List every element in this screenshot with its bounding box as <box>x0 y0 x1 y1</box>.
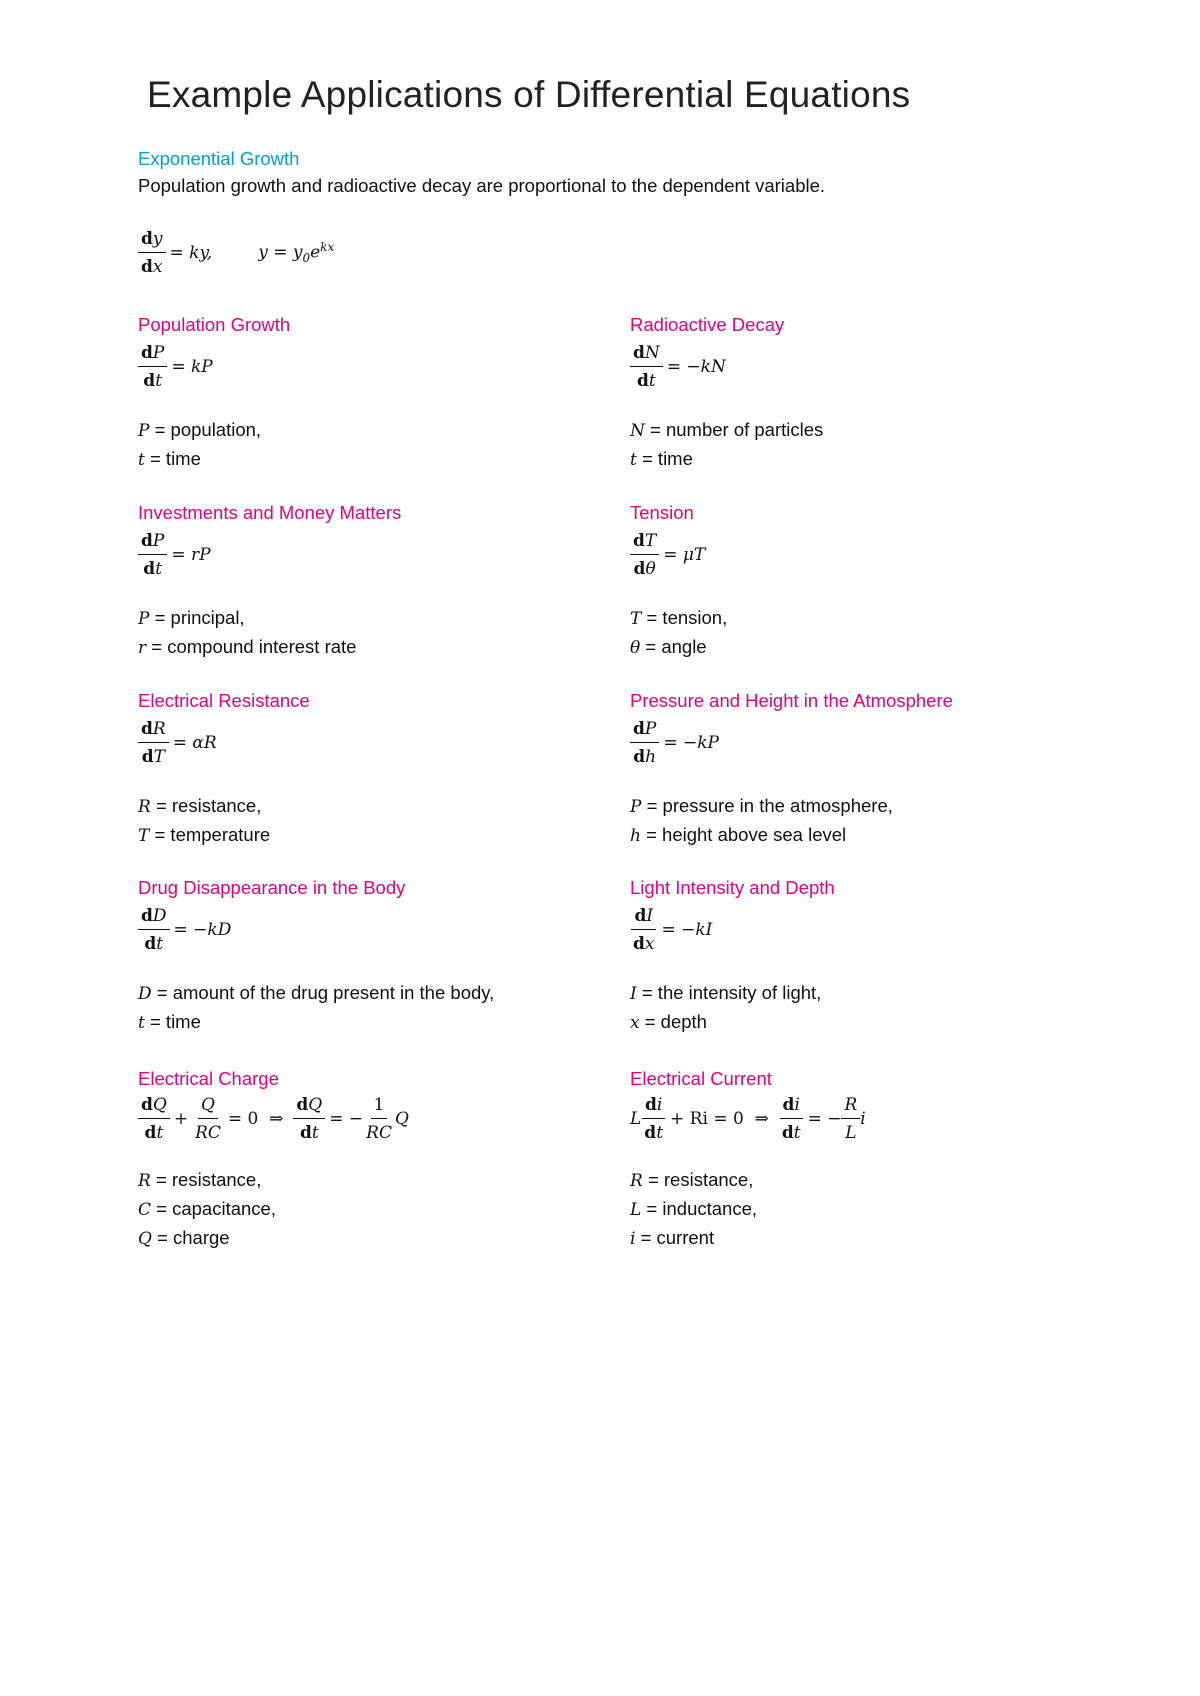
section-heading: Investments and Money Matters <box>138 502 402 523</box>
derivative-fraction: $\frac{dI}{dx}$ <box>633 906 655 954</box>
section-pressure-and-height-in-the-atmosphere <box>630 690 1100 850</box>
definition-line: h = height above sea level <box>630 824 847 846</box>
definition-line: L = inductance, <box>630 1198 758 1220</box>
definition-line: R = resistance, <box>138 795 262 817</box>
definitions <box>630 979 1100 1037</box>
equation-rhs: = −kI <box>661 920 713 940</box>
definition-line: C = capacitance, <box>138 1198 276 1220</box>
section-electrical-current: Electrical Current L $\frac{di}{dt}$ + Ri = 0 ⇒ $\frac{di}{dt}$ = − $\frac{R}{L}$ i R = resistance, L = inductance, i = current <box>630 1068 1100 1253</box>
section-heading: Electrical Current <box>630 1068 772 1089</box>
definition-line: T = tension, <box>630 607 728 629</box>
dq-dt-fraction: $\frac{dQ}{dt}$ <box>138 1094 170 1144</box>
definitions <box>138 416 608 474</box>
derivative-fraction: $\frac{dR}{dT}$ <box>138 718 169 768</box>
intro-text: Population growth and radioactive decay are proportional to the dependent variable. <box>138 175 826 196</box>
definition-line: T = temperature <box>138 824 271 846</box>
definition-line: P = principal, <box>138 607 245 629</box>
section-heading: Drug Disappearance in the Body <box>138 877 406 898</box>
definitions <box>630 416 1100 474</box>
r-over-l-fraction: $\frac{R}{L}$ <box>841 1094 860 1144</box>
equation-rhs: = kP <box>171 357 213 377</box>
definition-line: r = compound interest rate <box>138 636 357 658</box>
definitions <box>138 979 608 1037</box>
intro-equation <box>138 222 608 284</box>
section-heading: Pressure and Height in the Atmosphere <box>630 690 953 711</box>
derivative-fraction: $\frac{dP}{dt}$ <box>138 342 167 392</box>
dq-dt-fraction-2: $\frac{dQ}{dt}$ <box>293 1094 325 1144</box>
definition-line: i = current <box>630 1227 715 1249</box>
dy-dx-fraction: $\frac{dy}{dx}$ <box>138 228 166 278</box>
definition-line: t = time <box>630 448 693 470</box>
definition-line: Q = charge <box>138 1227 230 1249</box>
di-dt-fraction: $\frac{di}{dt}$ <box>641 1094 666 1144</box>
equation-rhs: = −kD <box>173 920 232 940</box>
section-electrical-charge: Electrical Charge $\frac{dQ}{dt}$ + $\frac{Q}{RC}$ = 0 ⇒ $\frac{dQ}{dt}$ = − $\frac{1}{RC}$ Q R = resistance, C = capacitance, Q = charge <box>138 1068 608 1253</box>
section-population-growth <box>138 314 608 474</box>
definitions <box>630 1166 1100 1253</box>
definitions <box>138 604 608 662</box>
intro-eq2: $y = y_0e^{kx}$ <box>258 240 335 266</box>
section-heading: Electrical Charge <box>138 1068 279 1089</box>
definitions <box>138 792 608 850</box>
section-tension <box>630 502 1100 662</box>
equation-rhs: = rP <box>171 545 211 565</box>
section-investments-and-money-matters <box>138 502 608 662</box>
di-dt-fraction-2: $\frac{di}{dt}$ <box>779 1094 804 1144</box>
definition-line: t = time <box>138 448 201 470</box>
definition-line: θ = angle <box>630 636 707 658</box>
section-heading: Population Growth <box>138 314 291 335</box>
derivative-fraction: $\frac{dT}{d\theta}$ <box>630 530 659 580</box>
equation-rhs: = μT <box>663 545 706 565</box>
section-drug-disappearance-in-the-body <box>138 877 608 1037</box>
derivative-fraction: $\frac{dN}{dt}$ <box>630 342 663 392</box>
intro-eq1-rhs: = ky, <box>169 243 213 263</box>
equation-rhs: = −kN <box>666 357 726 377</box>
definitions <box>138 1166 608 1253</box>
definitions <box>630 604 1100 662</box>
derivative-fraction: $\frac{dP}{dt}$ <box>138 530 167 580</box>
definition-line: t = time <box>138 1011 201 1033</box>
definition-line: N = number of particles <box>630 419 824 441</box>
definitions <box>630 792 1100 850</box>
section-light-intensity-and-depth <box>630 877 1100 1037</box>
definition-line: P = pressure in the atmosphere, <box>630 795 893 817</box>
definition-line: I = the intensity of light, <box>630 982 822 1004</box>
equation-rhs: = αR <box>172 733 217 753</box>
equation-rhs: = −kP <box>663 733 719 753</box>
q-over-rc-fraction: $\frac{Q}{RC}$ <box>195 1095 221 1143</box>
derivative-fraction: $\frac{dP}{dh}$ <box>630 718 659 768</box>
definition-line: x = depth <box>630 1011 707 1033</box>
one-over-rc-fraction: $\frac{1}{RC}$ <box>366 1095 392 1143</box>
section-heading: Tension <box>630 502 694 523</box>
section-radioactive-decay <box>630 314 1100 474</box>
derivative-fraction: $\frac{dD}{dt}$ <box>138 905 170 955</box>
definition-line: R = resistance, <box>138 1169 262 1191</box>
definition-line: P = population, <box>138 419 262 441</box>
section-heading: Radioactive Decay <box>630 314 785 335</box>
section-heading: Electrical Resistance <box>138 690 310 711</box>
definition-line: D = amount of the drug present in the body, <box>138 982 495 1004</box>
section-heading: Light Intensity and Depth <box>630 877 835 898</box>
page-title: Example Applications of Differential Equations <box>147 74 911 115</box>
definition-line: R = resistance, <box>630 1169 754 1191</box>
section-electrical-resistance <box>138 690 608 850</box>
intro-heading: Exponential Growth <box>138 148 300 169</box>
